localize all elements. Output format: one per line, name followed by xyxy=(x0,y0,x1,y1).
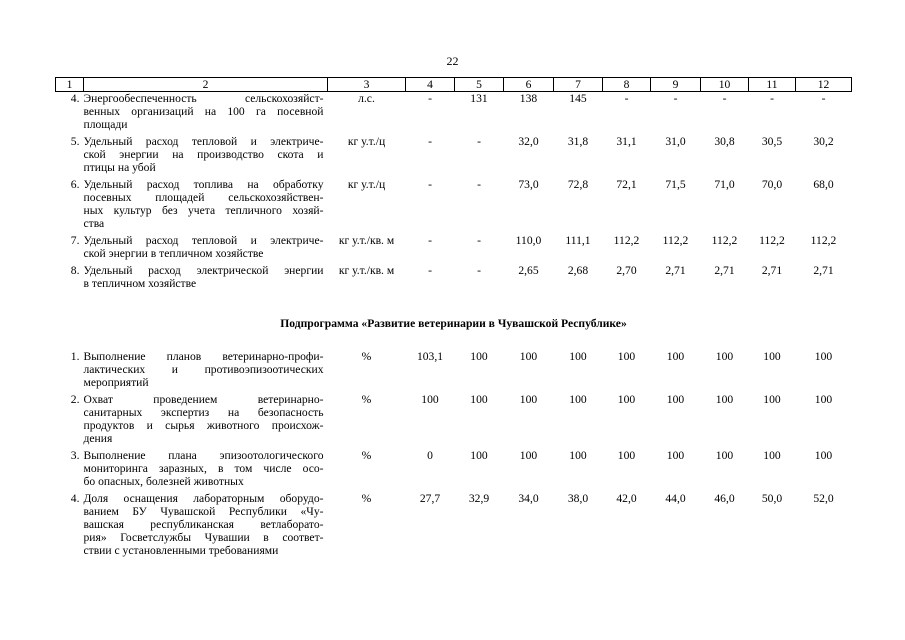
indicator-name-line: Удельный расход топлива на обработку xyxy=(83,178,324,191)
value-cell: 100 xyxy=(617,449,636,462)
value-cell: 100 xyxy=(763,449,781,462)
indicator-name-line: Удельный расход электрической энергии xyxy=(83,264,324,277)
indicator-name-line: ванием БУ Чувашской Республики «Чу- xyxy=(83,505,324,518)
value-cell: 100 xyxy=(519,393,538,406)
unit: л.с. xyxy=(358,92,375,105)
value-cell: 0 xyxy=(427,449,433,462)
value-cell: 50,0 xyxy=(761,492,783,505)
indicator-name-line: Энергообеспеченность сельскохозяйст- xyxy=(83,92,324,105)
value-cell: 100 xyxy=(470,350,488,363)
value-cell: 34,0 xyxy=(518,492,539,505)
value-cell: - xyxy=(624,92,629,105)
value-cell: 100 xyxy=(814,449,833,462)
unit: % xyxy=(361,393,372,406)
value-cell: 145 xyxy=(569,92,587,105)
indicator-name-line: ской энергии на производство скота и xyxy=(83,148,324,161)
value-cell: 100 xyxy=(715,350,734,363)
value-cell: - xyxy=(821,92,826,105)
indicator-name-line: ствии с установленными требованиями xyxy=(83,544,279,557)
value-cell: - xyxy=(428,234,432,247)
column-header: 11 xyxy=(749,78,796,92)
value-cell: - xyxy=(477,234,481,247)
row-number: 5. xyxy=(70,135,80,148)
table-row xyxy=(56,492,852,557)
indicator-name-line: мониторинга заразных, в том числе осо- xyxy=(83,462,324,475)
value-cell: 103,1 xyxy=(416,350,444,363)
unit: кг у.т./кв. м xyxy=(338,264,395,277)
value-cell: 100 xyxy=(569,393,587,406)
indicator-name xyxy=(84,92,328,132)
value-cell: 100 xyxy=(617,350,636,363)
indicator-name-line: в тепличном хозяйстве xyxy=(83,277,197,290)
value-cell: 131 xyxy=(470,92,488,105)
value-cell: 100 xyxy=(666,449,685,462)
indicator-name xyxy=(84,449,328,488)
indicator-name xyxy=(84,264,328,290)
table-header xyxy=(56,78,852,92)
table-row xyxy=(56,178,852,230)
value-cell: 71,5 xyxy=(665,178,686,191)
column-header: 3 xyxy=(328,78,406,92)
table-row xyxy=(56,234,852,260)
value-cell: 2,71 xyxy=(813,264,834,277)
indicator-name xyxy=(84,492,328,557)
value-cell: - xyxy=(722,92,727,105)
value-cell: - xyxy=(477,264,481,277)
value-cell: 100 xyxy=(519,449,538,462)
value-cell: 30,2 xyxy=(813,135,834,148)
unit: кг у.т./ц xyxy=(347,178,386,191)
indicator-name-line: площади xyxy=(83,118,128,131)
indicator-name-line: посевных площадей сельскохозяйствен- xyxy=(83,191,324,204)
indicators-table xyxy=(55,77,852,561)
value-cell: 72,8 xyxy=(567,178,589,191)
indicator-name-line: ской энергии в тепличном хозяйстве xyxy=(83,247,264,260)
indicator-name-line: Охват проведением ветеринарно- xyxy=(83,393,324,406)
value-cell: - xyxy=(477,178,481,191)
unit: кг у.т./кв. м xyxy=(338,234,395,247)
indicator-name-line: продуктов и сырья животного происхож- xyxy=(83,419,324,432)
column-header: 10 xyxy=(701,78,749,92)
value-cell: 31,1 xyxy=(616,135,637,148)
value-cell: 110,0 xyxy=(515,234,542,247)
unit: % xyxy=(361,350,372,363)
value-cell: 70,0 xyxy=(761,178,783,191)
indicator-name xyxy=(84,234,328,260)
row-spacer xyxy=(56,557,852,561)
row-number: 6. xyxy=(70,178,80,191)
column-header: 5 xyxy=(455,78,504,92)
column-header: 6 xyxy=(504,78,554,92)
value-cell: 52,0 xyxy=(813,492,834,505)
column-header: 7 xyxy=(554,78,603,92)
value-cell: 72,1 xyxy=(616,178,637,191)
table-body xyxy=(56,92,852,562)
value-cell: - xyxy=(428,264,432,277)
indicator-name xyxy=(84,135,328,174)
page-number: 22 xyxy=(446,54,459,68)
value-cell: 112,2 xyxy=(711,234,738,247)
indicator-name-line: Выполнение плана эпизоотологического xyxy=(83,449,324,462)
value-cell: - xyxy=(477,135,481,148)
indicator-name-line: птицы на убой xyxy=(83,161,156,174)
indicator-name xyxy=(84,350,328,389)
value-cell: 32,9 xyxy=(468,492,490,505)
value-cell: 2,65 xyxy=(518,264,539,277)
value-cell: 100 xyxy=(569,350,587,363)
indicator-name xyxy=(84,178,328,230)
value-cell: 2,71 xyxy=(714,264,735,277)
indicator-name-line: лактических и противоэпизоотических xyxy=(83,363,324,376)
value-cell: 100 xyxy=(470,393,488,406)
value-cell: - xyxy=(428,135,432,148)
value-cell: 100 xyxy=(666,350,685,363)
value-cell: 30,8 xyxy=(714,135,735,148)
value-cell: - xyxy=(770,92,774,105)
table-row xyxy=(56,350,852,389)
unit: кг у.т./ц xyxy=(347,135,386,148)
value-cell: 100 xyxy=(763,393,781,406)
value-cell: 2,68 xyxy=(567,264,589,277)
value-cell: 138 xyxy=(519,92,538,105)
row-number: 8. xyxy=(70,264,80,277)
section-row xyxy=(56,294,852,350)
indicator-name-line: Удельный расход тепловой и электриче- xyxy=(83,234,324,247)
value-cell: 71,0 xyxy=(714,178,735,191)
value-cell: 112,2 xyxy=(662,234,689,247)
value-cell: 38,0 xyxy=(567,492,589,505)
unit: % xyxy=(361,492,372,505)
column-header: 2 xyxy=(84,78,328,92)
value-cell: 100 xyxy=(814,350,833,363)
row-number: 4. xyxy=(70,92,80,105)
value-cell: 112,2 xyxy=(810,234,837,247)
value-cell: 100 xyxy=(421,393,439,406)
value-cell: 112,2 xyxy=(613,234,640,247)
indicator-name-line: Доля оснащения лабораторным оборудо- xyxy=(83,492,324,505)
value-cell: 73,0 xyxy=(518,178,539,191)
indicator-name-line: дения xyxy=(83,432,113,445)
value-cell: 100 xyxy=(666,393,685,406)
value-cell: 100 xyxy=(814,393,833,406)
row-number: 3. xyxy=(70,449,80,462)
indicator-name-line: венных организаций на 100 га посевной xyxy=(83,105,324,118)
table-row xyxy=(56,135,852,174)
value-cell: 2,70 xyxy=(616,264,637,277)
value-cell: 100 xyxy=(715,393,734,406)
value-cell: 100 xyxy=(715,449,734,462)
column-header: 12 xyxy=(796,78,852,92)
column-header: 4 xyxy=(406,78,455,92)
value-cell: 100 xyxy=(519,350,538,363)
value-cell: 100 xyxy=(569,449,587,462)
unit: % xyxy=(361,449,372,462)
value-cell: - xyxy=(428,92,432,105)
table-row xyxy=(56,264,852,290)
value-cell: - xyxy=(428,178,432,191)
indicator-name-line: вашская республиканская ветлаборато- xyxy=(83,518,324,531)
indicator-name-line: Выполнение планов ветеринарно-профи- xyxy=(83,350,324,363)
indicator-name-line: ных культур без учета тепличного хозяй- xyxy=(83,204,324,217)
value-cell: 68,0 xyxy=(813,178,834,191)
value-cell: 30,5 xyxy=(761,135,783,148)
value-cell: - xyxy=(673,92,678,105)
indicator-name-line: рия» Госветслужбы Чувашии в соответ- xyxy=(83,531,324,544)
value-cell: 31,0 xyxy=(665,135,686,148)
section-title: Подпрограмма «Развитие ветеринарии в Чувашской Республике» xyxy=(280,316,627,330)
value-cell: 46,0 xyxy=(714,492,735,505)
table-row xyxy=(56,449,852,488)
indicator-name-line: ства xyxy=(83,217,105,230)
indicator-name xyxy=(84,393,328,445)
value-cell: 2,71 xyxy=(761,264,783,277)
value-cell: 100 xyxy=(763,350,781,363)
indicator-name-line: мероприятий xyxy=(83,376,149,389)
value-cell: 2,71 xyxy=(665,264,686,277)
value-cell: 111,1 xyxy=(565,234,591,247)
table-row xyxy=(56,393,852,445)
indicator-name-line: бо опасных, болезней животных xyxy=(83,475,244,488)
value-cell: 100 xyxy=(617,393,636,406)
column-header: 9 xyxy=(651,78,701,92)
row-number: 2. xyxy=(70,393,80,406)
row-number: 1. xyxy=(70,350,80,363)
value-cell: 100 xyxy=(470,449,488,462)
column-header: 1 xyxy=(56,78,84,92)
indicator-name-line: санитарных экспертиз на безопасность xyxy=(83,406,324,419)
column-header: 8 xyxy=(603,78,651,92)
table-row xyxy=(56,92,852,132)
value-cell: 31,8 xyxy=(567,135,589,148)
value-cell: 42,0 xyxy=(616,492,637,505)
value-cell: 32,0 xyxy=(518,135,539,148)
row-number: 7. xyxy=(70,234,80,247)
value-cell: 112,2 xyxy=(759,234,785,247)
value-cell: 44,0 xyxy=(665,492,686,505)
row-number: 4. xyxy=(70,492,80,505)
value-cell: 27,7 xyxy=(419,492,441,505)
indicator-name-line: Удельный расход тепловой и электриче- xyxy=(83,135,324,148)
